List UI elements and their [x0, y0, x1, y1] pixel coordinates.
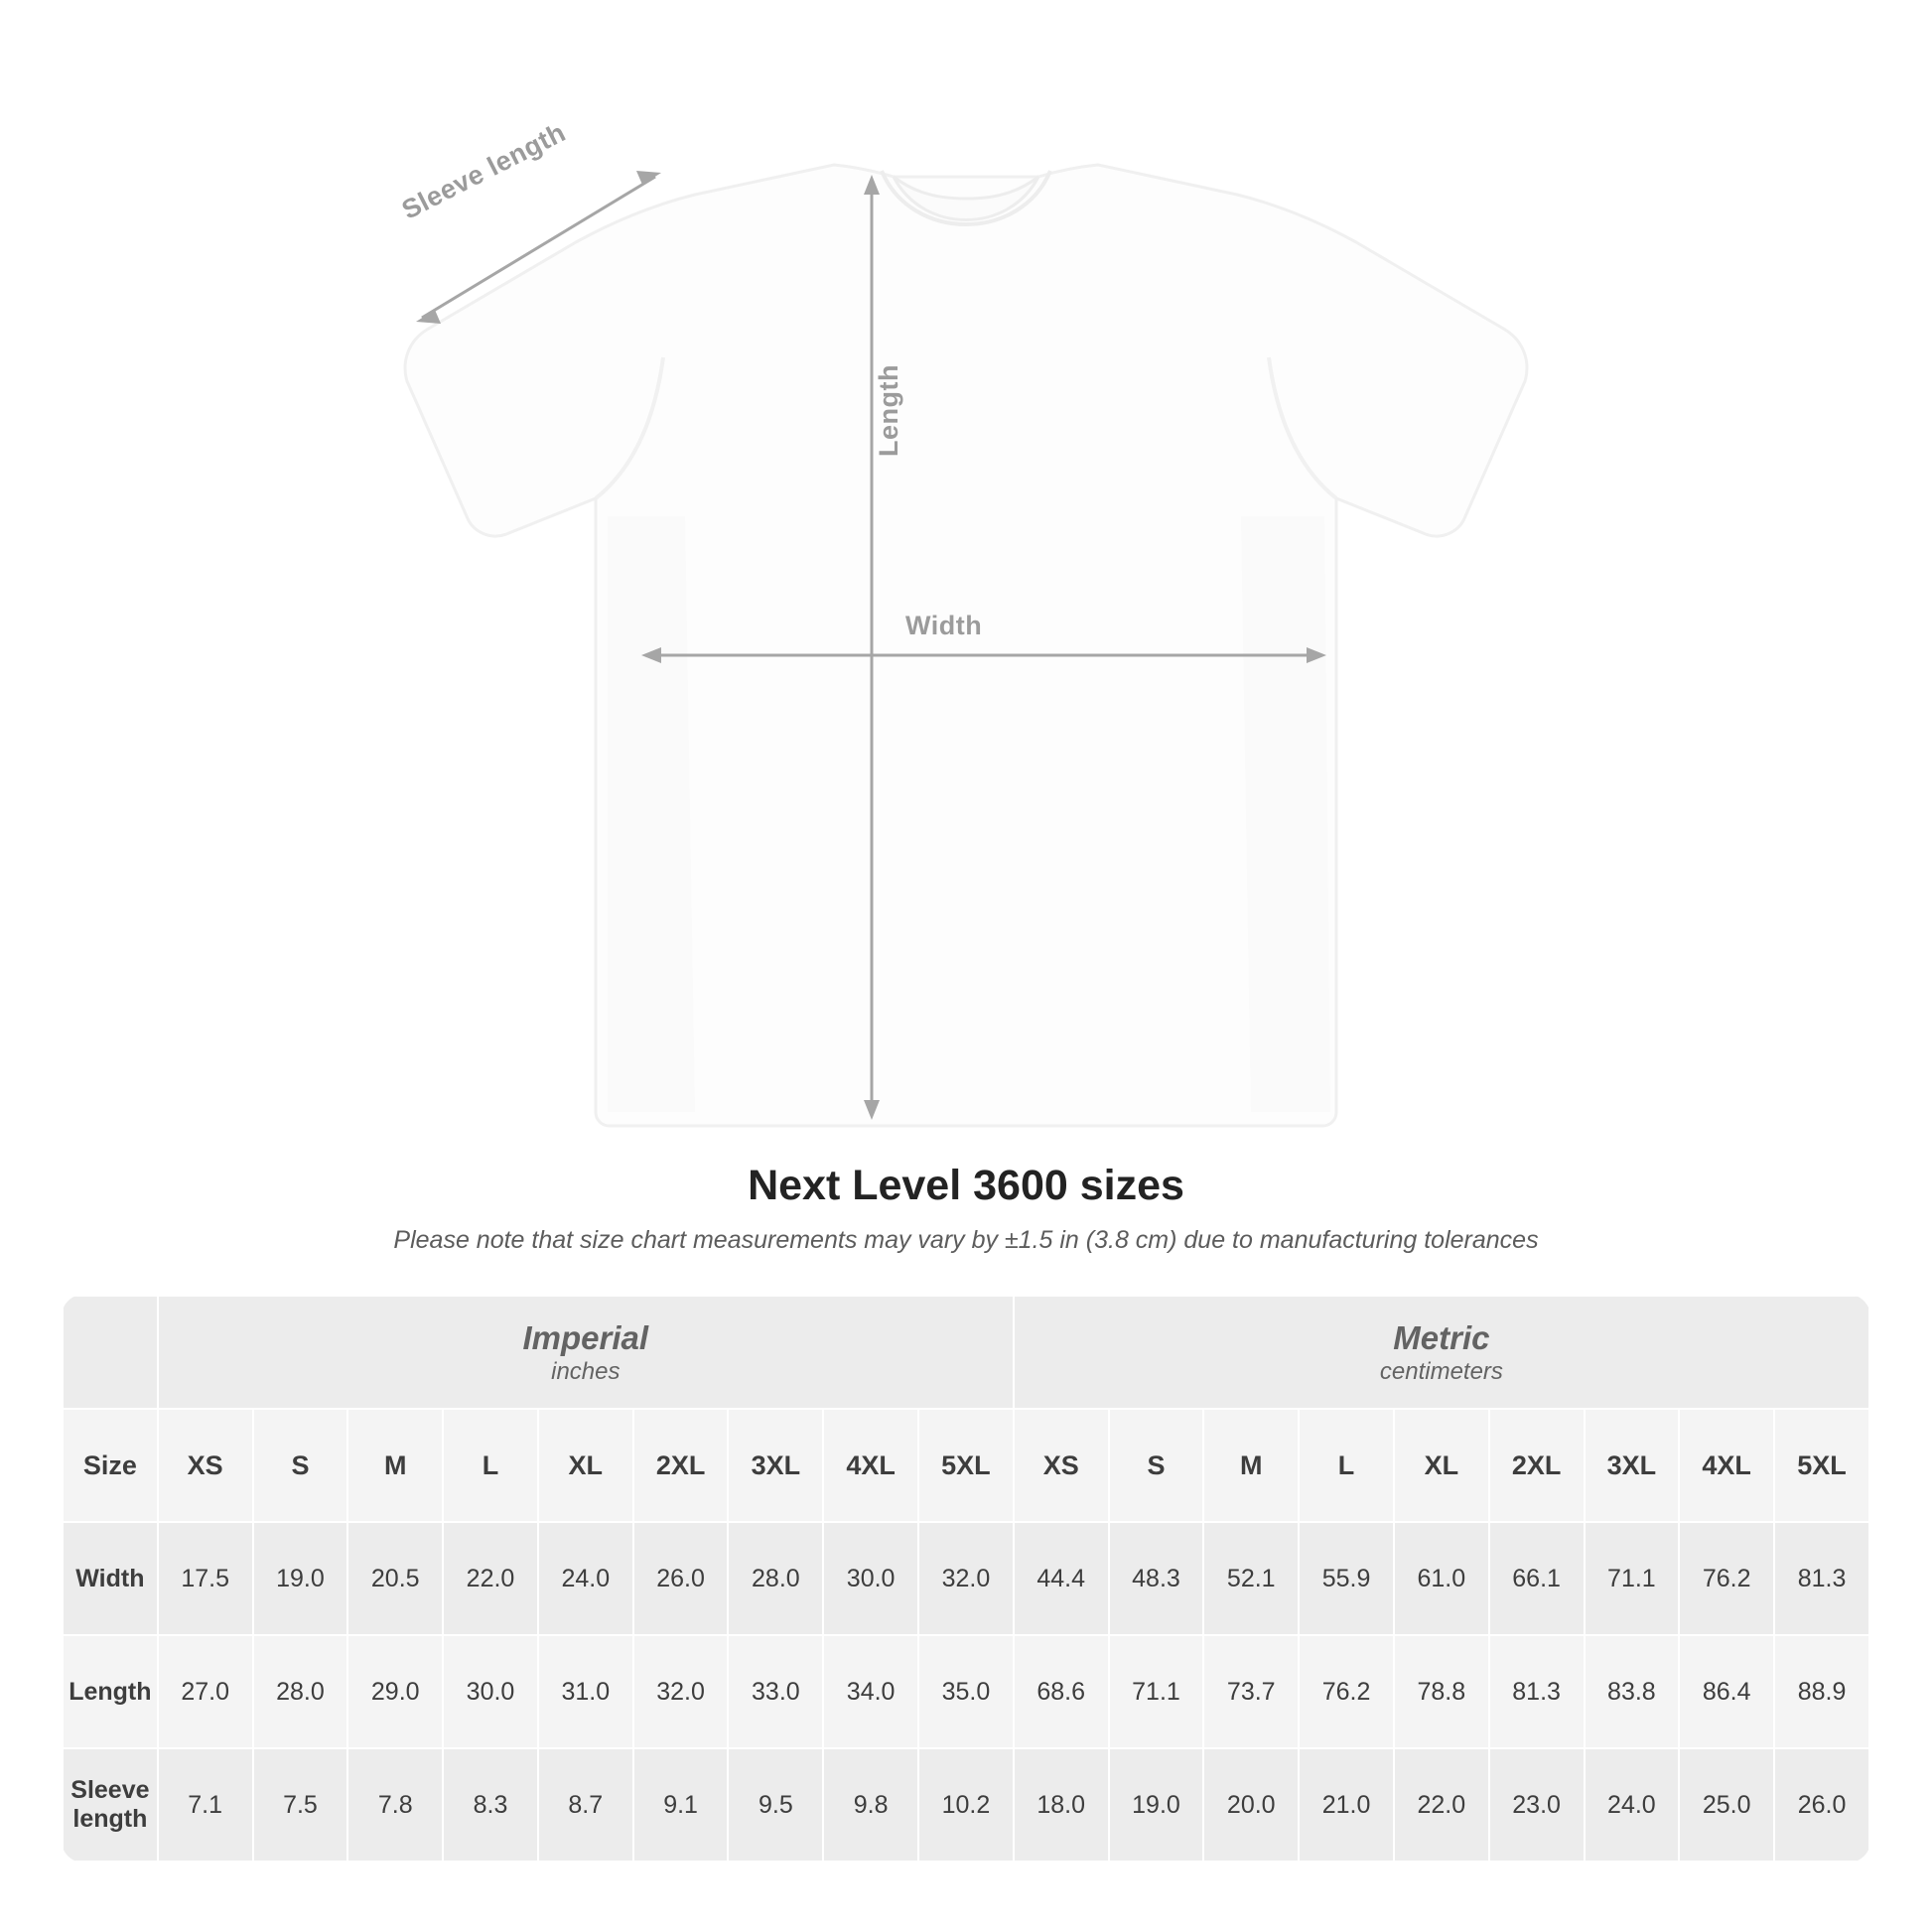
cell-sleeve-metric: 19.0 — [1109, 1748, 1204, 1862]
cell-width-imperial: 32.0 — [918, 1522, 1014, 1635]
size-table — [62, 1295, 1870, 1863]
tshirt-shape — [405, 165, 1527, 1126]
size-header-cell: L — [443, 1409, 538, 1522]
cell-sleeve-metric: 26.0 — [1774, 1748, 1869, 1862]
size-header-cell: XL — [1394, 1409, 1489, 1522]
cell-sleeve-metric: 18.0 — [1014, 1748, 1109, 1862]
cell-width-imperial: 30.0 — [823, 1522, 918, 1635]
cell-width-metric: 66.1 — [1489, 1522, 1585, 1635]
size-header-cell: 4XL — [1679, 1409, 1774, 1522]
cell-width-metric: 61.0 — [1394, 1522, 1489, 1635]
unit-system-row — [63, 1296, 1869, 1409]
size-header-cell: 3XL — [1585, 1409, 1680, 1522]
tolerance-note: Please note that size chart measurements may vary by ±1.5 in (3.8 cm) due to manufacturing tolerances — [393, 1226, 1539, 1254]
size-row-label: Size — [63, 1409, 158, 1522]
cell-width-imperial: 28.0 — [728, 1522, 823, 1635]
cell-sleeve-metric: 20.0 — [1203, 1748, 1299, 1862]
size-header-cell: XL — [538, 1409, 633, 1522]
size-header-cell: XS — [158, 1409, 253, 1522]
length-dimension-label: Length — [874, 364, 903, 457]
cell-length-imperial: 35.0 — [918, 1635, 1014, 1748]
cell-width-metric: 81.3 — [1774, 1522, 1869, 1635]
cell-length-metric: 86.4 — [1679, 1635, 1774, 1748]
cell-sleeve-imperial: 7.8 — [347, 1748, 443, 1862]
cell-length-imperial: 32.0 — [633, 1635, 729, 1748]
table-corner-cell — [63, 1296, 158, 1409]
metric-unit-label: centimeters — [1379, 1358, 1503, 1386]
table-row — [63, 1748, 1869, 1862]
imperial-header-cell — [158, 1296, 1014, 1409]
cell-sleeve-imperial: 8.3 — [443, 1748, 538, 1862]
row-label-sleeve-length: Sleeve length — [63, 1748, 158, 1862]
cell-sleeve-metric: 24.0 — [1585, 1748, 1680, 1862]
cell-length-imperial: 28.0 — [253, 1635, 348, 1748]
cell-width-metric: 71.1 — [1585, 1522, 1680, 1635]
cell-length-imperial: 34.0 — [823, 1635, 918, 1748]
cell-sleeve-imperial: 10.2 — [918, 1748, 1014, 1862]
cell-length-metric: 68.6 — [1014, 1635, 1109, 1748]
sleeve-length-dimension-label: Sleeve length — [397, 117, 571, 225]
size-header-cell: 2XL — [633, 1409, 729, 1522]
table-row — [63, 1635, 1869, 1748]
cell-sleeve-imperial: 9.1 — [633, 1748, 729, 1862]
chart-header — [0, 1162, 1932, 1255]
cell-length-imperial: 33.0 — [728, 1635, 823, 1748]
size-header-cell: XS — [1014, 1409, 1109, 1522]
cell-length-imperial: 27.0 — [158, 1635, 253, 1748]
cell-length-metric: 76.2 — [1299, 1635, 1394, 1748]
cell-width-metric: 44.4 — [1014, 1522, 1109, 1635]
imperial-unit-label: inches — [551, 1358, 621, 1386]
cell-length-metric: 88.9 — [1774, 1635, 1869, 1748]
cell-sleeve-metric: 21.0 — [1299, 1748, 1394, 1862]
cell-sleeve-imperial: 9.8 — [823, 1748, 918, 1862]
cell-length-metric: 71.1 — [1109, 1635, 1204, 1748]
size-header-cell: 3XL — [728, 1409, 823, 1522]
cell-width-imperial: 26.0 — [633, 1522, 729, 1635]
cell-length-imperial: 29.0 — [347, 1635, 443, 1748]
size-header-cell: S — [1109, 1409, 1204, 1522]
size-header-row — [63, 1409, 1869, 1522]
cell-sleeve-imperial: 7.1 — [158, 1748, 253, 1862]
metric-header-cell — [1014, 1296, 1869, 1409]
cell-width-imperial: 24.0 — [538, 1522, 633, 1635]
size-header-cell: 5XL — [918, 1409, 1014, 1522]
imperial-system-label: Imperial — [522, 1318, 649, 1356]
size-header-cell: 2XL — [1489, 1409, 1585, 1522]
size-header-cell: S — [253, 1409, 348, 1522]
cell-length-metric: 83.8 — [1585, 1635, 1680, 1748]
cell-sleeve-imperial: 8.7 — [538, 1748, 633, 1862]
cell-length-metric: 81.3 — [1489, 1635, 1585, 1748]
size-header-cell: 5XL — [1774, 1409, 1869, 1522]
cell-width-metric: 48.3 — [1109, 1522, 1204, 1635]
size-header-cell: 4XL — [823, 1409, 918, 1522]
cell-sleeve-metric: 23.0 — [1489, 1748, 1585, 1862]
table-row — [63, 1522, 1869, 1635]
size-table-container — [62, 1295, 1870, 1863]
cell-length-imperial: 30.0 — [443, 1635, 538, 1748]
cell-sleeve-imperial: 7.5 — [253, 1748, 348, 1862]
cell-length-metric: 78.8 — [1394, 1635, 1489, 1748]
cell-width-imperial: 17.5 — [158, 1522, 253, 1635]
width-dimension-label: Width — [905, 611, 983, 640]
cell-sleeve-metric: 25.0 — [1679, 1748, 1774, 1862]
cell-sleeve-metric: 22.0 — [1394, 1748, 1489, 1862]
cell-width-metric: 52.1 — [1203, 1522, 1299, 1635]
cell-width-imperial: 22.0 — [443, 1522, 538, 1635]
cell-width-imperial: 19.0 — [253, 1522, 348, 1635]
cell-width-metric: 76.2 — [1679, 1522, 1774, 1635]
cell-width-imperial: 20.5 — [347, 1522, 443, 1635]
cell-width-metric: 55.9 — [1299, 1522, 1394, 1635]
page-title: Next Level 3600 sizes — [748, 1162, 1184, 1209]
size-header-cell: M — [1203, 1409, 1299, 1522]
row-label-length: Length — [63, 1635, 158, 1748]
size-header-cell: L — [1299, 1409, 1394, 1522]
size-header-cell: M — [347, 1409, 443, 1522]
metric-system-label: Metric — [1393, 1318, 1490, 1356]
cell-length-imperial: 31.0 — [538, 1635, 633, 1748]
row-label-width: Width — [63, 1522, 158, 1635]
cell-length-metric: 73.7 — [1203, 1635, 1299, 1748]
cell-sleeve-imperial: 9.5 — [728, 1748, 823, 1862]
